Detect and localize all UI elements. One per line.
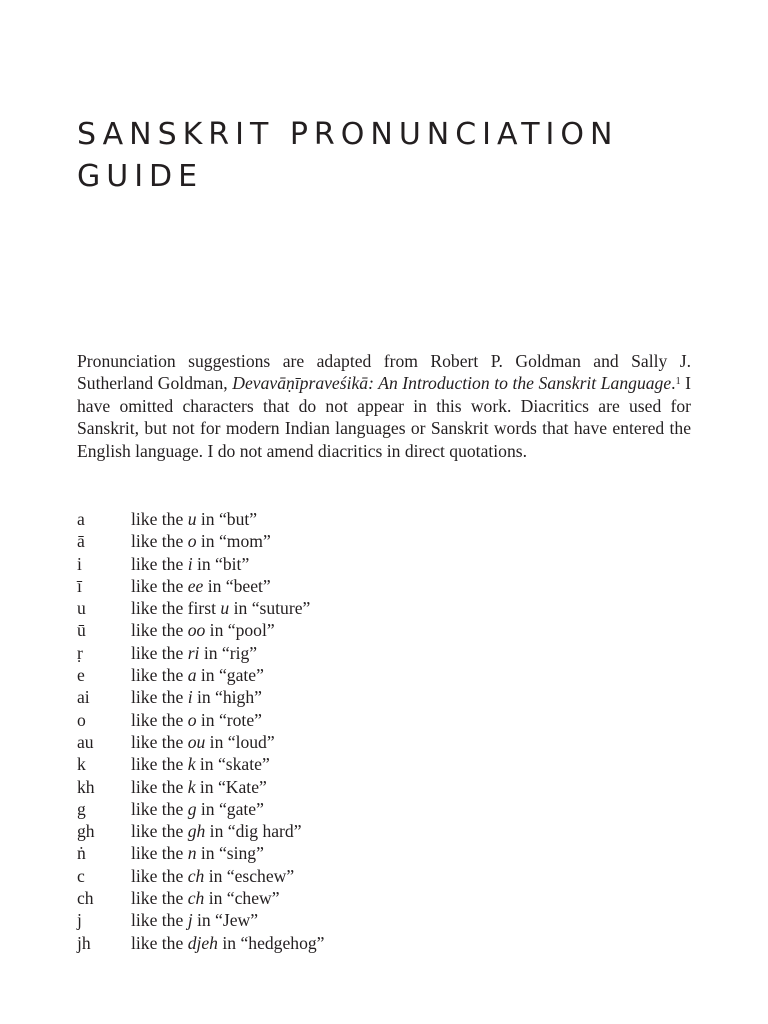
pronunciation-description <box>131 932 324 954</box>
sanskrit-letter: c <box>77 865 85 886</box>
pronunciation-description <box>131 820 302 842</box>
pronunciation-list <box>77 508 691 954</box>
description-prefix: like the <box>131 553 188 574</box>
description-prefix: like the <box>131 776 188 797</box>
description-prefix: like the <box>131 642 188 663</box>
pronunciation-description <box>131 530 271 552</box>
example-sound: j <box>187 910 193 931</box>
description-prefix: like the <box>131 910 188 931</box>
pronunciation-description <box>131 776 267 798</box>
pronunciation-row <box>77 842 691 864</box>
pronunciation-row <box>77 686 691 708</box>
sanskrit-letter: ai <box>77 687 90 708</box>
intro-period: . <box>671 373 676 394</box>
example-word: in “skate” <box>195 754 270 775</box>
pronunciation-row <box>77 508 691 530</box>
pronunciation-row <box>77 642 691 664</box>
pronunciation-row <box>77 664 691 686</box>
example-word: in “beet” <box>203 575 271 596</box>
example-word: in “chew” <box>204 888 280 909</box>
sanskrit-letter: ch <box>77 888 94 909</box>
pronunciation-row <box>77 731 691 753</box>
pronunciation-row <box>77 776 691 798</box>
title-line-2: GUIDE <box>77 159 204 194</box>
example-sound: ou <box>187 731 206 752</box>
example-word: in “loud” <box>205 731 275 752</box>
sanskrit-letter: o <box>77 709 86 730</box>
example-word: in “sing” <box>196 843 264 864</box>
example-word: in “suture” <box>229 598 311 619</box>
pronunciation-description <box>131 619 275 641</box>
sanskrit-letter: ī <box>77 575 82 596</box>
pronunciation-row <box>77 932 691 954</box>
example-word: in “Jew” <box>192 910 259 931</box>
description-prefix: like the <box>131 709 188 730</box>
description-prefix: like the <box>131 531 188 552</box>
pronunciation-description <box>131 709 262 731</box>
example-sound: a <box>187 665 197 686</box>
sanskrit-letter: g <box>77 798 86 819</box>
footnote-marker[interactable]: 1 <box>675 376 681 388</box>
example-sound: djeh <box>187 932 218 953</box>
description-prefix: like the <box>131 575 188 596</box>
example-sound: g <box>187 798 197 819</box>
sanskrit-letter: gh <box>77 821 95 842</box>
description-prefix: like the <box>131 843 188 864</box>
pronunciation-description <box>131 753 270 775</box>
example-sound: oo <box>187 620 206 641</box>
pronunciation-row <box>77 597 691 619</box>
sanskrit-letter: k <box>77 754 86 775</box>
example-sound: i <box>187 687 193 708</box>
description-prefix: like the <box>131 687 188 708</box>
example-word: in “mom” <box>196 531 271 552</box>
example-sound: k <box>187 776 196 797</box>
sanskrit-letter: i <box>77 553 82 574</box>
pronunciation-row <box>77 798 691 820</box>
pronunciation-description <box>131 798 264 820</box>
pronunciation-description <box>131 909 258 931</box>
sanskrit-letter: kh <box>77 776 95 797</box>
example-word: in “gate” <box>196 665 264 686</box>
example-word: in “gate” <box>196 798 264 819</box>
example-word: in “bit” <box>192 553 250 574</box>
description-prefix: like the <box>131 754 188 775</box>
description-prefix: like the <box>131 620 188 641</box>
pronunciation-row <box>77 753 691 775</box>
description-prefix: like the <box>131 821 188 842</box>
pronunciation-description <box>131 686 262 708</box>
example-word: in “rote” <box>196 709 262 730</box>
description-prefix: like the <box>131 798 188 819</box>
pronunciation-description <box>131 508 257 530</box>
pronunciation-row <box>77 820 691 842</box>
pronunciation-row <box>77 709 691 731</box>
pronunciation-row <box>77 575 691 597</box>
pronunciation-row <box>77 909 691 931</box>
description-prefix: like the <box>131 865 188 886</box>
description-prefix: like the first <box>131 598 221 619</box>
sanskrit-letter: a <box>77 509 85 529</box>
example-word: in “eschew” <box>204 865 295 886</box>
example-word: in “dig hard” <box>205 821 302 842</box>
description-prefix: like the <box>131 665 188 686</box>
pronunciation-description <box>131 887 280 909</box>
title-line-1: SANSKRIT PRONUNCIATION <box>77 117 619 152</box>
pronunciation-row <box>77 619 691 641</box>
pronunciation-description <box>131 865 294 887</box>
page-title <box>77 114 697 198</box>
example-sound: ch <box>187 865 205 886</box>
pronunciation-description <box>131 664 264 686</box>
sanskrit-letter: jh <box>77 932 91 953</box>
pronunciation-description <box>131 597 310 619</box>
example-sound: o <box>187 531 197 552</box>
sanskrit-letter: ū <box>77 620 86 641</box>
book-title: Devavāṇīpraveśikā: An Introduction to the Sanskrit Language <box>232 373 672 394</box>
pronunciation-description <box>131 642 257 664</box>
example-word: in “but” <box>196 509 258 529</box>
example-word: in “high” <box>192 687 262 708</box>
example-word: in “Kate” <box>195 776 267 797</box>
intro-paragraph <box>77 350 691 462</box>
example-sound: ch <box>187 888 205 909</box>
example-word: in “hedgehog” <box>217 932 325 953</box>
example-sound: i <box>187 553 193 574</box>
sanskrit-letter: au <box>77 731 94 752</box>
description-prefix: like the <box>131 509 188 529</box>
sanskrit-letter: ṛ <box>77 642 83 663</box>
description-prefix: like the <box>131 888 188 909</box>
example-sound: k <box>187 754 196 775</box>
pronunciation-row <box>77 553 691 575</box>
example-sound: n <box>187 843 197 864</box>
intro-text-start: Pronunciation suggestions are adapted from Robert P. Goldman and Sally J. Sutherland Goldman, <box>77 351 691 394</box>
pronunciation-row <box>77 530 691 552</box>
description-prefix: like the <box>131 731 188 752</box>
example-word: in “pool” <box>205 620 275 641</box>
example-word: in “rig” <box>199 642 258 663</box>
example-sound: u <box>220 598 230 619</box>
sanskrit-letter: j <box>77 910 82 931</box>
sanskrit-letter: e <box>77 665 85 686</box>
pronunciation-description <box>131 731 275 753</box>
sanskrit-letter: u <box>77 598 86 619</box>
pronunciation-row <box>77 887 691 909</box>
example-sound: ri <box>187 642 200 663</box>
example-sound: o <box>187 709 197 730</box>
example-sound: u <box>187 509 197 529</box>
intro-text-end: I have omitted characters that do not appear in this work. Diacritics are used for Sanskrit, but not for modern Indian languages or Sanskrit words that have entered the English language. I do not amend diacritics in direct quotations. <box>77 373 691 461</box>
description-prefix: like the <box>131 932 188 953</box>
example-sound: gh <box>187 821 206 842</box>
pronunciation-row <box>77 865 691 887</box>
sanskrit-letter: ṅ <box>77 843 86 864</box>
pronunciation-description <box>131 553 249 575</box>
example-sound: ee <box>187 575 204 596</box>
pronunciation-description <box>131 575 271 597</box>
pronunciation-description <box>131 842 264 864</box>
sanskrit-letter: ā <box>77 531 85 552</box>
